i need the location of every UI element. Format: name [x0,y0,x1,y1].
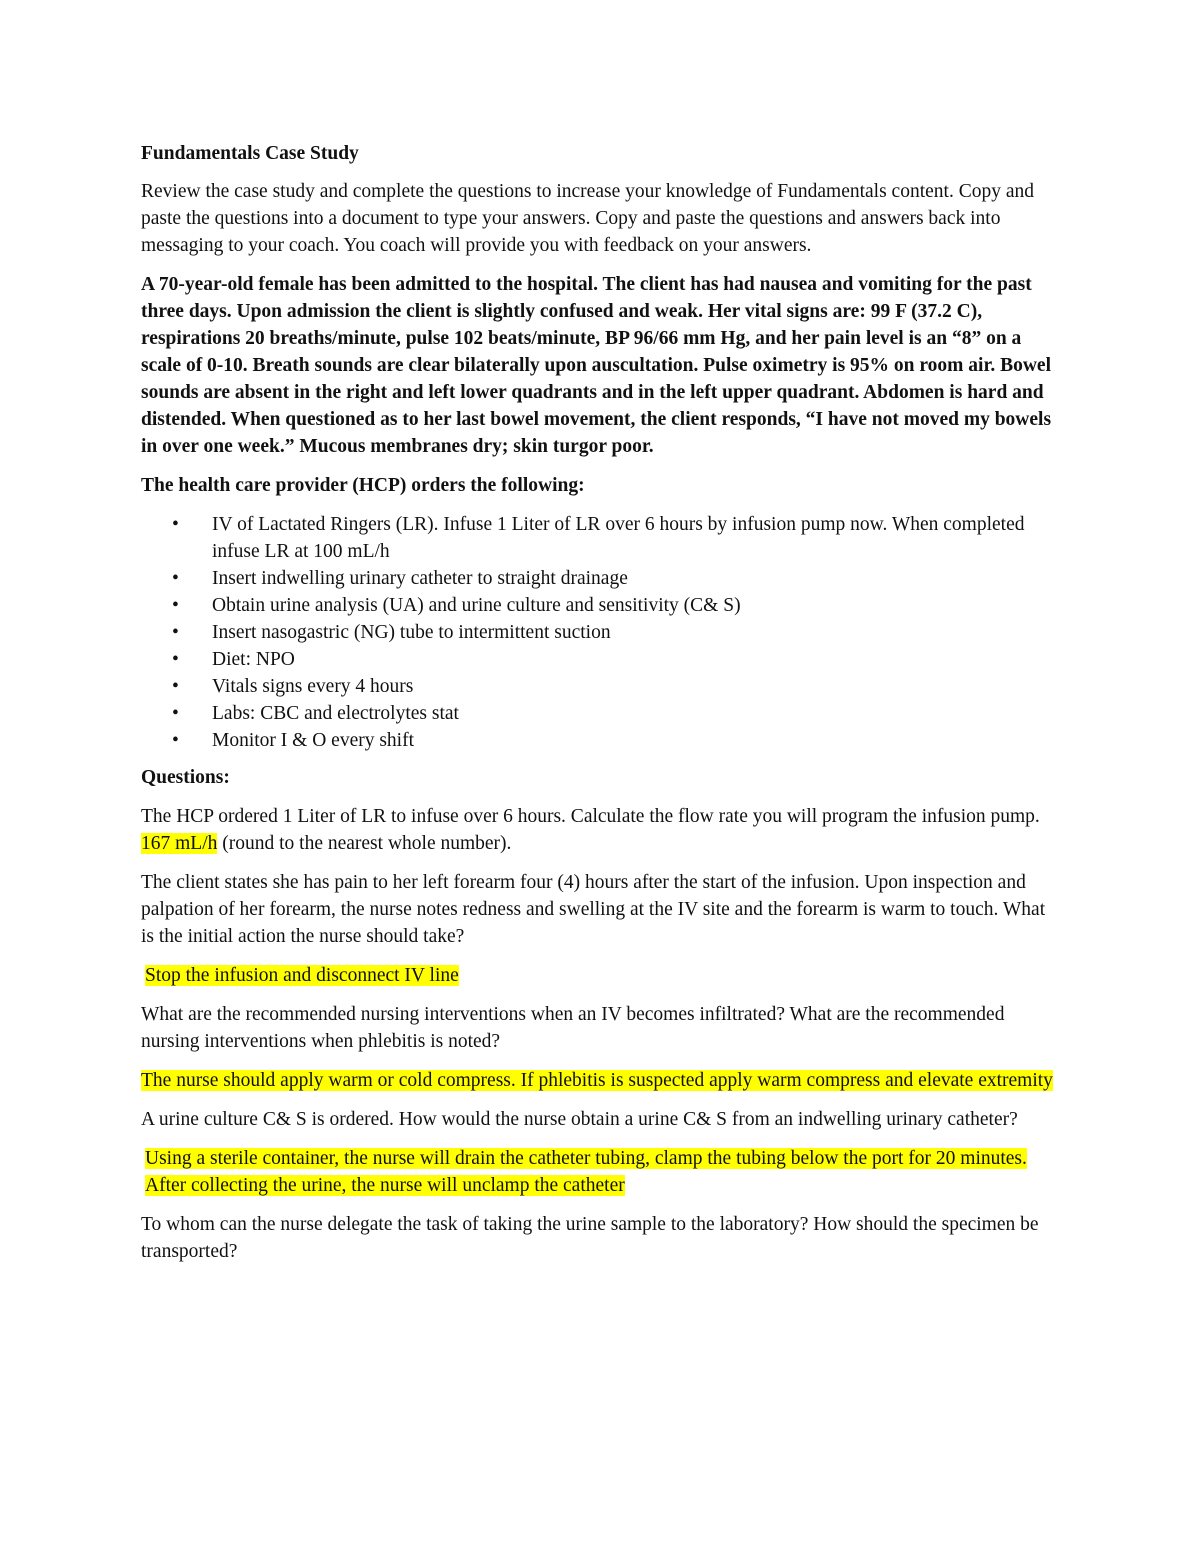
order-text: IV of Lactated Ringers (LR). Infuse 1 Liter of LR over 6 hours by infusion pump now. When completed infuse LR at 100 mL/h [212,514,1025,562]
order-text: Labs: CBC and electrolytes stat [212,703,459,724]
answer-3-highlight: The nurse should apply warm or cold compress. If phlebitis is suspected apply warm compress and elevate extremity [141,1070,1053,1091]
answer-1-highlight: 167 mL/h [141,833,218,854]
document-page [141,140,1061,1277]
orders-list [141,511,1061,754]
question-1-suffix: (round to the nearest whole number). [217,833,512,854]
answer-2-highlight: Stop the infusion and disconnect IV line [145,965,459,986]
orders-heading: The health care provider (HCP) orders the following: [141,475,585,496]
question-5: To whom can the nurse delegate the task of taking the urine sample to the laboratory? How should the specimen be transported? [141,1214,1039,1262]
question-3: What are the recommended nursing interventions when an IV becomes infiltrated? What are the recommended nursing interventions when phlebitis is noted? [141,1004,1005,1052]
question-1-text: The HCP ordered 1 Liter of LR to infuse over 6 hours. Calculate the flow rate you will program the infusion pump. [141,806,1040,827]
bullet-icon: • [172,595,179,616]
bullet-icon: • [172,703,179,724]
bullet-icon: • [172,514,179,535]
question-2: The client states she has pain to her left forearm four (4) hours after the start of the infusion. Upon inspection and palpation of her forearm, the nurse notes redness and swelling at the IV site and the forearm is warm to touch. What is the initial action the nurse should take? [141,872,1046,947]
document-title: Fundamentals Case Study [141,143,359,164]
order-item [141,592,1061,619]
case-description: A 70-year-old female has been admitted to the hospital. The client has had nausea and vomiting for the past three days. Upon admission the client is slightly confused and weak. Her vital signs are: 99 F (37.2 C), respirations 20 breaths/minute, pulse 102 beats/minute, BP 96/66 mm Hg, and her pain level is an “8” on a scale of 0-10. Breath sounds are clear bilaterally upon auscultation. Pulse oximetry is 95% on room air. Bowel sounds are absent in the right and left lower quadrants and in the left upper quadrant. Abdomen is hard and distended. When questioned as to her last bowel movement, the client responds, “I have not moved my bowels in over one week.” Mucous membranes dry; skin turgor poor. [141,274,1052,457]
order-item [141,646,1061,673]
order-text: Obtain urine analysis (UA) and urine culture and sensitivity (C& S) [212,595,741,616]
order-item [141,673,1061,700]
order-text: Monitor I & O every shift [212,730,415,751]
bullet-icon: • [172,622,179,643]
questions-heading: Questions: [141,767,230,788]
order-text: Insert nasogastric (NG) tube to intermittent suction [212,622,611,643]
question-1 [141,803,1061,857]
answer-2 [141,962,1061,989]
intro-paragraph: Review the case study and complete the questions to increase your knowledge of Fundamentals content. Copy and paste the questions into a document to type your answers. Copy and paste the questions and answers back into messaging to your coach. You coach will provide you with feedback on your answers. [141,181,1034,256]
order-text: Insert indwelling urinary catheter to straight drainage [212,568,628,589]
order-item [141,565,1061,592]
bullet-icon: • [172,676,179,697]
bullet-icon: • [172,568,179,589]
order-item [141,700,1061,727]
order-item [141,727,1061,754]
bullet-icon: • [172,649,179,670]
question-4: A urine culture C& S is ordered. How would the nurse obtain a urine C& S from an indwelling urinary catheter? [141,1109,1018,1130]
order-text: Vitals signs every 4 hours [212,676,414,697]
order-item [141,619,1061,646]
answer-4 [141,1145,1061,1199]
answer-4-highlight: Using a sterile container, the nurse will drain the catheter tubing, clamp the tubing below the port for 20 minutes. After collecting the urine, the nurse will unclamp the catheter [145,1148,1027,1196]
order-item [141,511,1061,565]
order-text: Diet: NPO [212,649,295,670]
bullet-icon: • [172,730,179,751]
answer-3 [141,1067,1061,1094]
